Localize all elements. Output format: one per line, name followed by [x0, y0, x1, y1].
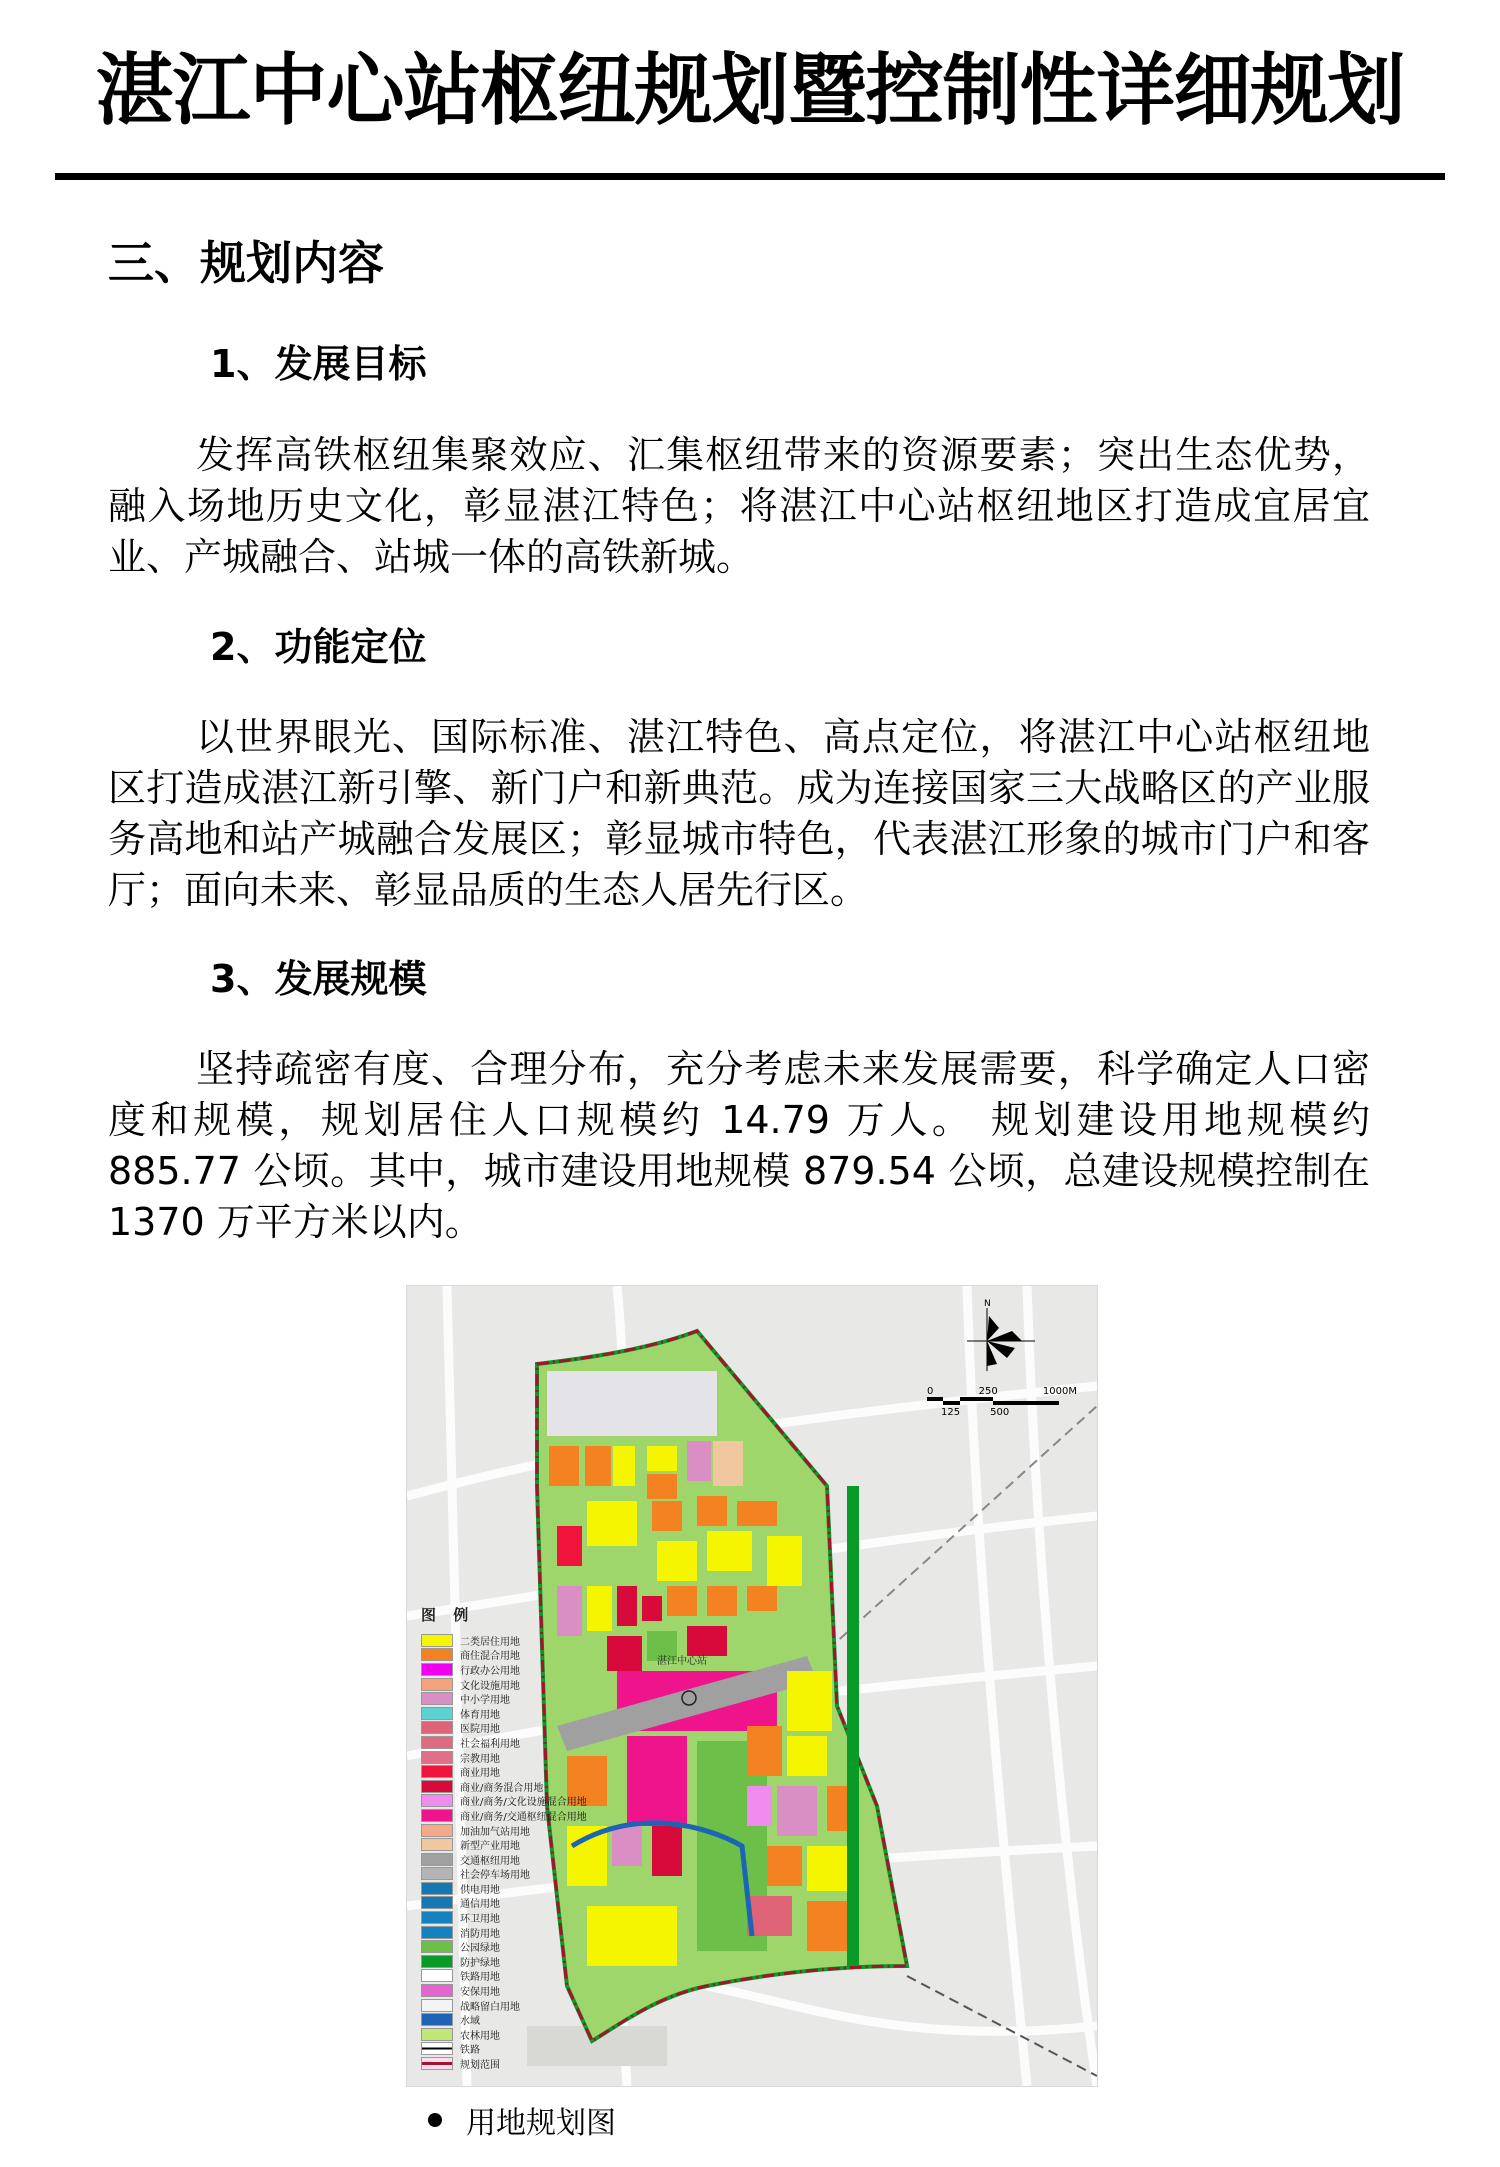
legend-swatch-icon — [421, 1999, 453, 2012]
legend-swatch-icon — [421, 1955, 453, 1968]
scale-bar: 0 250 1000M 125 500 — [927, 1386, 1077, 1418]
legend-item — [421, 2056, 551, 2071]
legend-swatch-icon — [421, 1969, 453, 1982]
legend-label: 加油加气站用地 — [460, 1826, 530, 1838]
legend-swatch-icon — [421, 1663, 453, 1676]
legend-swatch-icon — [421, 2028, 453, 2041]
legend-swatch-icon — [421, 1721, 453, 1734]
legend-label: 安保用地 — [460, 1987, 500, 1999]
legend-label: 二类居住用地 — [460, 1636, 520, 1648]
legend-swatch-icon — [421, 1911, 453, 1924]
legend-swatch-icon — [421, 2013, 453, 2026]
subsection-heading-positioning: 2、功能定位 — [210, 625, 427, 669]
legend-swatch-icon — [421, 1838, 453, 1851]
legend-item — [421, 1823, 551, 1838]
document-title: 湛江中心站枢纽规划暨控制性详细规划 — [95, 46, 1405, 136]
legend-item — [421, 2012, 551, 2027]
legend-item — [421, 2027, 551, 2042]
legend-label: 公园绿地 — [460, 1943, 500, 1955]
legend-item — [421, 1662, 551, 1677]
svg-text:湛江中心站: 湛江中心站 — [657, 1656, 707, 1667]
legend-swatch-icon — [421, 1940, 453, 1953]
legend-label: 水域 — [460, 2016, 480, 2028]
map-legend — [421, 1604, 587, 2072]
legend-swatch-icon — [421, 2042, 453, 2055]
legend-item — [421, 1983, 551, 1998]
legend-item — [421, 1837, 551, 1852]
paragraph-goals: 发挥高铁枢纽集聚效应、汇集枢纽带来的资源要素；突出生态优势，融入场地历史文化，彰显湛江特色；将湛江中心站枢纽地区打造成宜居宜业、产城融合、站城一体的高铁新城。 — [108, 433, 1370, 579]
legend-label: 商业/商务/交通枢纽混合用地 — [460, 1811, 587, 1823]
legend-swatch-icon — [421, 1824, 453, 1837]
paragraph-positioning: 以世界眼光、国际标准、湛江特色、高点定位，将湛江中心站枢纽地区打造成湛江新引擎、新门户和新典范。成为连接国家三大战略区的产业服务高地和站产城融合发展区；彰显城市特色，代表湛江形象的城市门户和客厅；面向未来、彰显品质的生态人居先行区。 — [108, 715, 1370, 912]
paragraph-scale: 坚持疏密有度、合理分布，充分考虑未来发展需要，科学确定人口密度和规模，规划居住人口规模约 14.79 万人。 规划建设用地规模约 885.77 公顷。其中，城市建设用地规模 879.54 公顷，总建设规模控制在 1370 万平方米以内。 — [108, 1047, 1370, 1244]
legend-item — [421, 1939, 551, 1954]
legend-label: 文化设施用地 — [460, 1680, 520, 1692]
legend-title: 图 例 — [421, 1606, 475, 1624]
legend-item — [421, 1794, 587, 1809]
caption-text: 用地规划图 — [466, 2106, 616, 2141]
legend-label: 消防用地 — [460, 1928, 500, 1940]
legend-label: 商业/商务混合用地 — [460, 1782, 544, 1794]
legend-swatch-icon — [421, 1634, 453, 1647]
legend-label: 社会福利用地 — [460, 1738, 520, 1750]
svg-text:N: N — [984, 1299, 991, 1309]
legend-item — [421, 1852, 551, 1867]
subsection-heading-scale: 3、发展规模 — [210, 957, 427, 1001]
legend-item — [421, 1998, 551, 2013]
land-use-plan-map — [406, 1285, 1098, 2087]
legend-label: 通信用地 — [460, 1899, 500, 1911]
section-heading: 三、规划内容 — [108, 236, 384, 290]
legend-item — [421, 1706, 551, 1721]
legend-item — [421, 1633, 551, 1648]
legend-label: 商住混合用地 — [460, 1651, 520, 1663]
legend-item — [421, 1735, 551, 1750]
legend-label: 交通枢纽用地 — [460, 1855, 520, 1867]
legend-swatch-icon — [421, 1707, 453, 1720]
legend-item — [421, 1721, 551, 1736]
legend-swatch-icon — [421, 1882, 453, 1895]
legend-label: 宗教用地 — [460, 1753, 500, 1765]
legend-swatch-icon — [421, 1853, 453, 1866]
legend-item — [421, 1648, 551, 1663]
legend-label: 环卫用地 — [460, 1914, 500, 1926]
legend-swatch-icon — [421, 1765, 453, 1778]
legend-item — [421, 1969, 551, 1984]
legend-item — [421, 2042, 551, 2057]
legend-swatch-icon — [421, 1751, 453, 1764]
legend-swatch-icon — [421, 1867, 453, 1880]
legend-item — [421, 1779, 551, 1794]
legend-label: 战略留白用地 — [460, 2001, 520, 2013]
legend-swatch-icon — [421, 1896, 453, 1909]
title-divider — [55, 173, 1445, 180]
legend-item — [421, 1881, 551, 1896]
legend-item — [421, 1677, 551, 1692]
figure-caption — [428, 2098, 616, 2142]
legend-swatch-icon — [421, 2057, 453, 2070]
legend-item — [421, 1896, 551, 1911]
legend-item — [421, 1910, 551, 1925]
bullet-icon — [428, 2113, 442, 2127]
legend-swatch-icon — [421, 1794, 453, 1807]
legend-label: 铁路用地 — [460, 1972, 500, 1984]
legend-item — [421, 1954, 551, 1969]
legend-swatch-icon — [421, 1736, 453, 1749]
legend-label: 中小学用地 — [460, 1695, 510, 1707]
legend-item — [421, 1808, 587, 1823]
legend-label: 社会停车场用地 — [460, 1870, 530, 1882]
legend-item — [421, 1867, 551, 1882]
legend-item — [421, 1750, 551, 1765]
legend-swatch-icon — [421, 1984, 453, 1997]
legend-label: 供电用地 — [460, 1884, 500, 1896]
legend-label: 行政办公用地 — [460, 1665, 520, 1677]
legend-label: 铁路 — [460, 2045, 480, 2057]
legend-item — [421, 1764, 551, 1779]
legend-label: 医院用地 — [460, 1724, 500, 1736]
legend-label: 防护绿地 — [460, 1957, 500, 1969]
legend-swatch-icon — [421, 1809, 453, 1822]
legend-swatch-icon — [421, 1926, 453, 1939]
legend-label: 商业/商务/文化设施混合用地 — [460, 1797, 587, 1809]
legend-item — [421, 1925, 551, 1940]
legend-label: 体育用地 — [460, 1709, 500, 1721]
legend-label: 新型产业用地 — [460, 1841, 520, 1853]
legend-item — [421, 1691, 551, 1706]
legend-label: 商业用地 — [460, 1768, 500, 1780]
legend-swatch-icon — [421, 1648, 453, 1661]
legend-swatch-icon — [421, 1678, 453, 1691]
subsection-heading-goals: 1、发展目标 — [210, 342, 427, 386]
legend-swatch-icon — [421, 1780, 453, 1793]
legend-swatch-icon — [421, 1692, 453, 1705]
legend-label: 农林用地 — [460, 2030, 500, 2042]
legend-label: 规划范围 — [460, 2060, 500, 2072]
